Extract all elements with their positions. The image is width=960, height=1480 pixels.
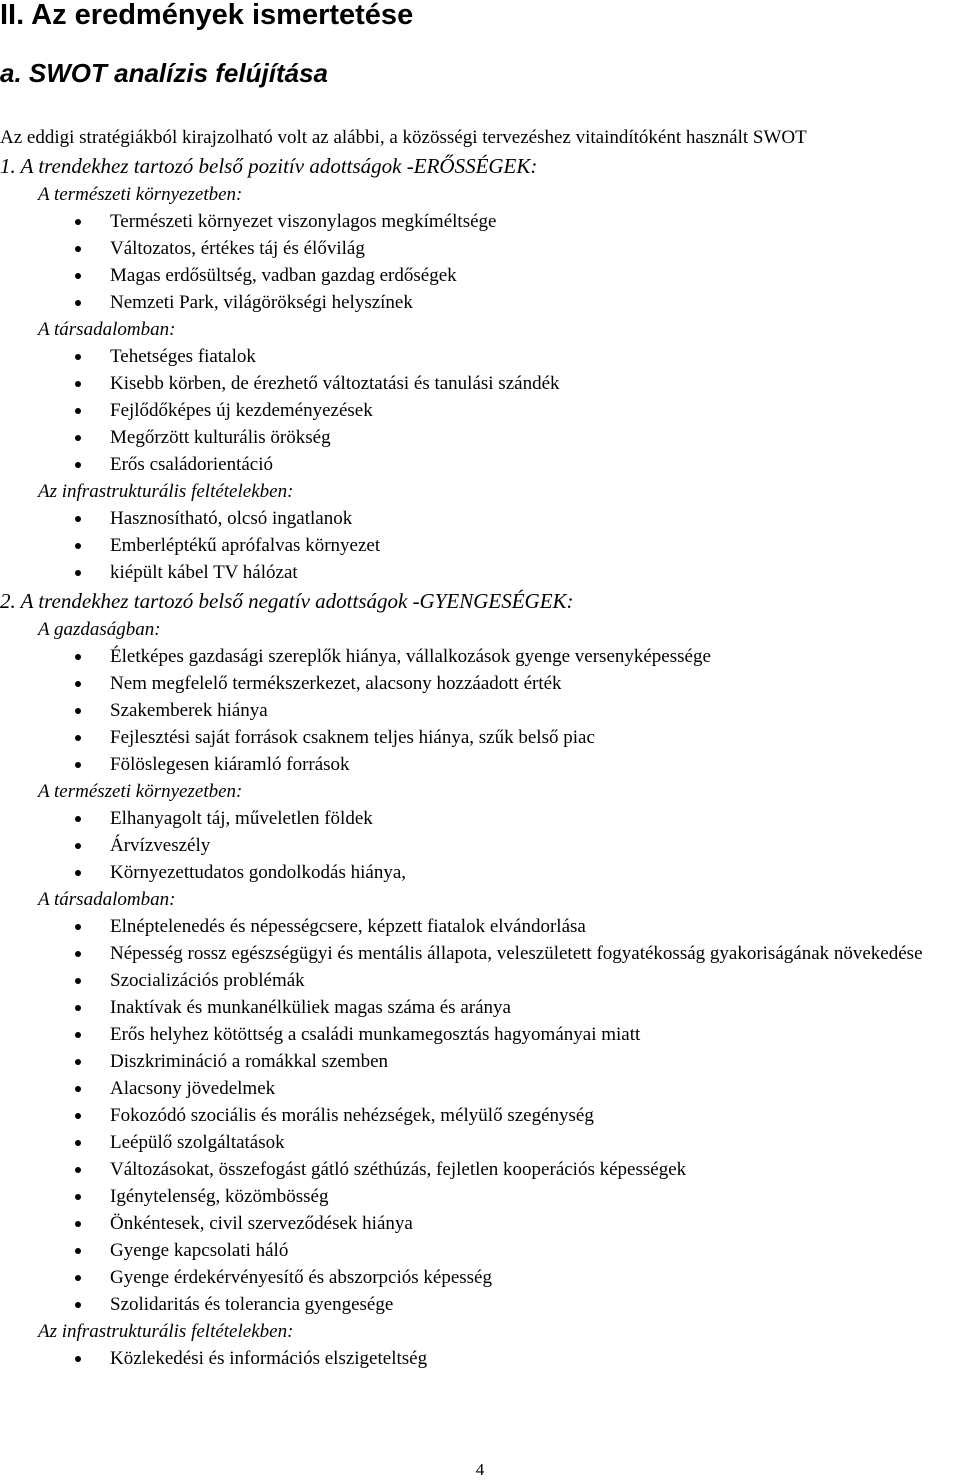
list-item: Erős helyhez kötöttség a családi munkamegosztás hagyományai miatt bbox=[0, 1021, 960, 1048]
list-item: Igénytelenség, közömbösség bbox=[0, 1183, 960, 1210]
list-item: Magas erdősültség, vadban gazdag erdőségek bbox=[0, 262, 960, 289]
list-item: Változásokat, összefogást gátló széthúzás, fejletlen kooperációs képességek bbox=[0, 1156, 960, 1183]
list-item: Emberléptékű aprófalvas környezet bbox=[0, 532, 960, 559]
swot-content bbox=[0, 151, 960, 1372]
section-subheading: a. SWOT analízis felújítása bbox=[0, 58, 328, 88]
bullet-list bbox=[0, 343, 960, 478]
group-label: A gazdaságban: bbox=[38, 619, 161, 640]
bullet-list bbox=[0, 1345, 960, 1372]
list-item: Fokozódó szociális és morális nehézségek, mélyülő szegénység bbox=[0, 1102, 960, 1129]
group-label: Az infrastrukturális feltételekben: bbox=[38, 1321, 294, 1342]
list-item: Elnéptelenedés és népességcsere, képzett fiatalok elvándorlása bbox=[0, 913, 960, 940]
bullet-list bbox=[0, 208, 960, 316]
list-item: Önkéntesek, civil szerveződések hiánya bbox=[0, 1210, 960, 1237]
bullet-list bbox=[0, 805, 960, 886]
group-label: Az infrastrukturális feltételekben: bbox=[38, 481, 294, 502]
list-item: Szocializációs problémák bbox=[0, 967, 960, 994]
bullet-list bbox=[0, 505, 960, 586]
list-item: Árvízveszély bbox=[0, 832, 960, 859]
group-label: A természeti környezetben: bbox=[38, 781, 243, 802]
list-item: Életképes gazdasági szereplők hiánya, vállalkozások gyenge versenyképessége bbox=[0, 643, 960, 670]
list-item: Fejlődőképes új kezdeményezések bbox=[0, 397, 960, 424]
list-item: Tehetséges fiatalok bbox=[0, 343, 960, 370]
list-item: Nem megfelelő termékszerkezet, alacsony hozzáadott érték bbox=[0, 670, 960, 697]
list-item: Fölöslegesen kiáramló források bbox=[0, 751, 960, 778]
list-item: Inaktívak és munkanélküliek magas száma és aránya bbox=[0, 994, 960, 1021]
group-label: A természeti környezetben: bbox=[38, 184, 243, 205]
list-item: Népesség rossz egészségügyi és mentális állapota, veleszületett fogyatékosság gyakoriságának növekedése bbox=[0, 940, 960, 967]
list-item: Alacsony jövedelmek bbox=[0, 1075, 960, 1102]
page-heading: II. Az eredmények ismertetése bbox=[0, 0, 414, 31]
bullet-list bbox=[0, 913, 960, 1318]
list-item: Fejlesztési saját források csaknem teljes hiánya, szűk belső piac bbox=[0, 724, 960, 751]
list-item: Erős családorientáció bbox=[0, 451, 960, 478]
list-item: Közlekedési és információs elszigeteltség bbox=[0, 1345, 960, 1372]
bullet-list bbox=[0, 643, 960, 778]
list-item: kiépült kábel TV hálózat bbox=[0, 559, 960, 586]
section-title: 2. A trendekhez tartozó belső negatív adottságok -GYENGESÉGEK: bbox=[0, 589, 574, 613]
list-item: Elhanyagolt táj, műveletlen földek bbox=[0, 805, 960, 832]
list-item: Nemzeti Park, világörökségi helyszínek bbox=[0, 289, 960, 316]
list-item: Hasznosítható, olcsó ingatlanok bbox=[0, 505, 960, 532]
page-number: 4 bbox=[475, 1460, 485, 1479]
list-item: Szakemberek hiánya bbox=[0, 697, 960, 724]
list-item: Diszkrimináció a romákkal szemben bbox=[0, 1048, 960, 1075]
list-item: Megőrzött kulturális örökség bbox=[0, 424, 960, 451]
list-item: Gyenge kapcsolati háló bbox=[0, 1237, 960, 1264]
list-item: Változatos, értékes táj és élővilág bbox=[0, 235, 960, 262]
section-title: 1. A trendekhez tartozó belső pozitív adottságok -ERŐSSÉGEK: bbox=[0, 154, 538, 178]
list-item: Leépülő szolgáltatások bbox=[0, 1129, 960, 1156]
list-item: Gyenge érdekérvényesítő és abszorpciós képesség bbox=[0, 1264, 960, 1291]
list-item: Környezettudatos gondolkodás hiánya, bbox=[0, 859, 960, 886]
group-label: A társadalomban: bbox=[38, 319, 176, 340]
group-label: A társadalomban: bbox=[38, 889, 176, 910]
list-item: Szolidaritás és tolerancia gyengesége bbox=[0, 1291, 960, 1318]
intro-paragraph: Az eddigi stratégiákból kirajzolható volt az alábbi, a közösségi tervezéshez vitaindítóként használt SWOT bbox=[0, 127, 807, 148]
list-item: Természeti környezet viszonylagos megkíméltsége bbox=[0, 208, 960, 235]
list-item: Kisebb körben, de érezhető változtatási és tanulási szándék bbox=[0, 370, 960, 397]
